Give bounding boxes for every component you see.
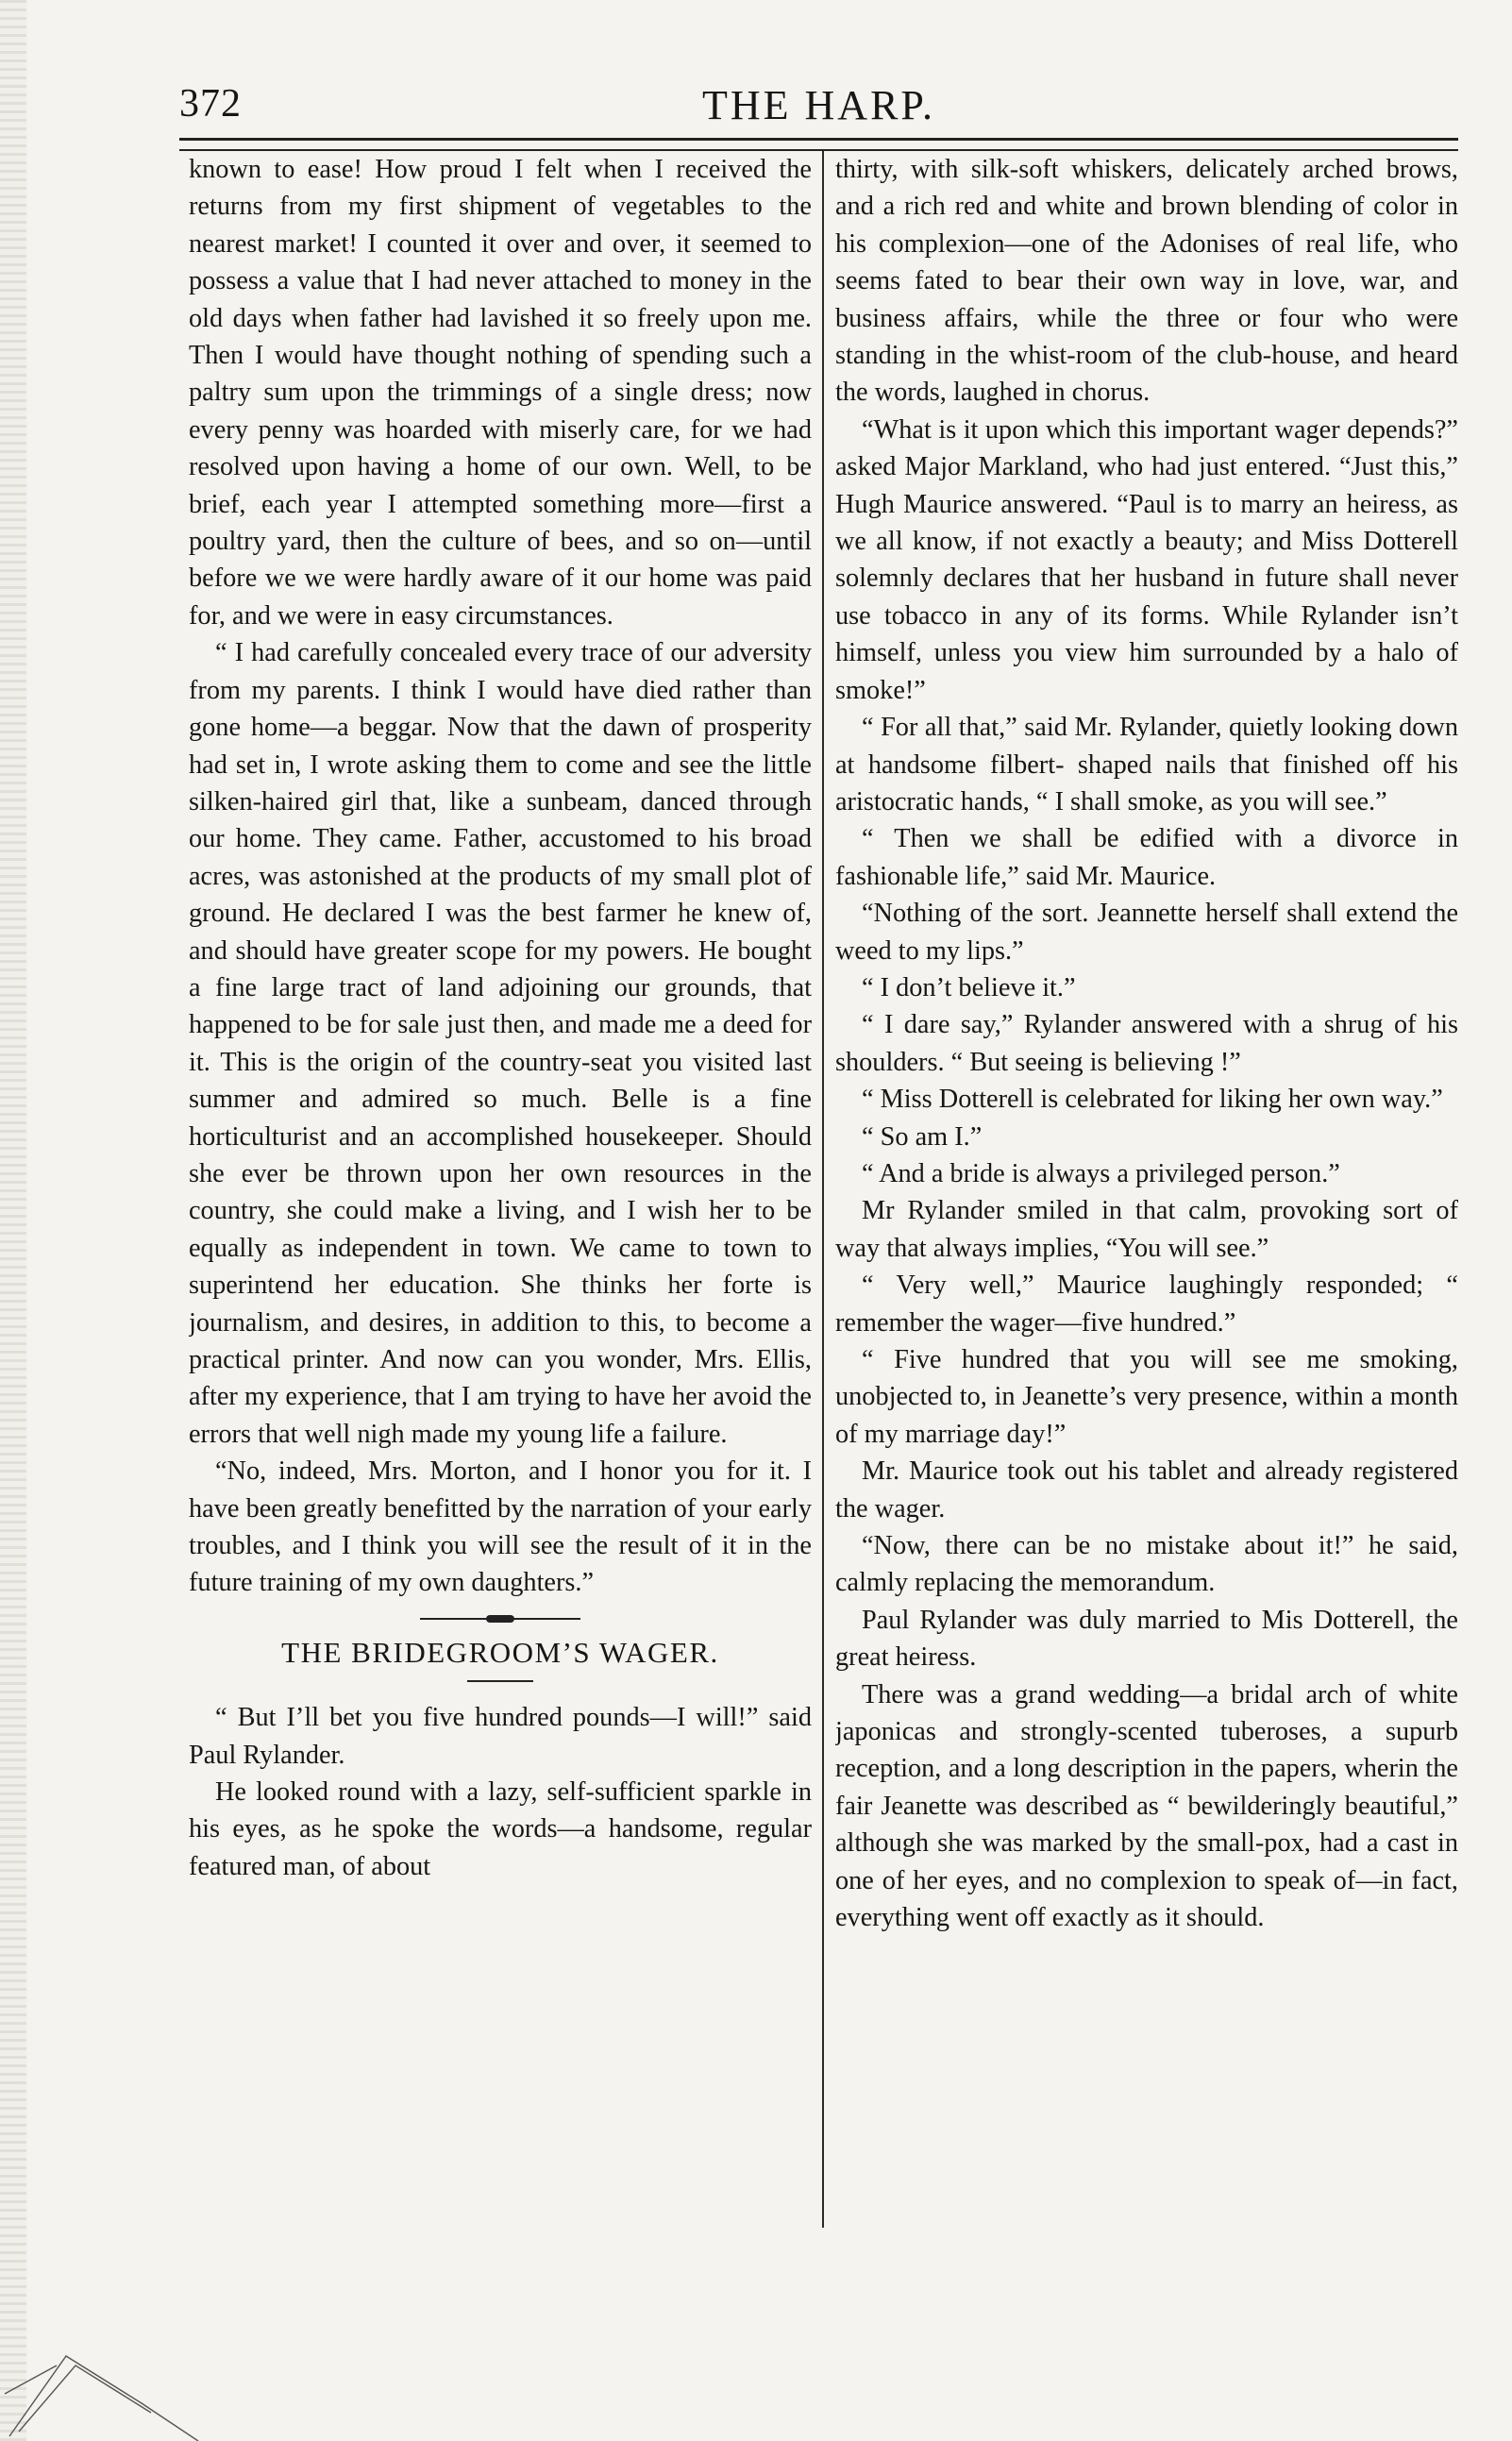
paragraph: Mr Rylander smiled in that calm, provoking sort of way that always implies, “You will see.”: [835, 1196, 1458, 1263]
section-title: THE BRIDEGROOM’S WAGER.: [281, 1635, 719, 1669]
left-column: [189, 151, 812, 2242]
page-binding-edge: [0, 0, 26, 2441]
paragraph: “ And a bride is always a privileged person.”: [862, 1158, 1340, 1188]
paragraph: “ But I’ll bet you five hundred pounds—I will!” said Paul Rylander.: [189, 1703, 812, 1770]
paragraph: “ I don’t believe it.”: [862, 972, 1076, 1002]
paragraph: “ For all that,” said Mr. Rylander, quietly looking down at handsome filbert- shaped nails that finished off his aristocratic hands, “ I shall smoke, as you will see.”: [835, 713, 1458, 816]
paragraph: Paul Rylander was duly married to Mis Dotterell, the great heiress.: [835, 1605, 1458, 1673]
paragraph: There was a grand wedding—a bridal arch of white japonicas and strongly-scented tuberoses, a supurb reception, and a long description in the papers, wherin the fair Jeanette was described as “ bewilderingly beautiful,” although she was marked by the small-pox, had a cast in one of her eyes, and no complexion to speak of—in fact, everything went off exactly as it should.: [835, 1679, 1458, 1933]
paragraph: Mr. Maurice took out his tablet and already registered the wager.: [835, 1456, 1458, 1524]
paragraph: “ Then we shall be edified with a divorce in fashionable life,” said Mr. Maurice.: [835, 824, 1458, 891]
paragraph: “What is it upon which this important wager depends?” asked Major Markland, who had just entered. “Just this,” Hugh Maurice answered. “Paul is to marry an heiress, as we all know, if not exactly a beauty; and Miss Dotterell solemnly declares that her husband in future shall never use tobacco in any of its forms. While Rylander isn’t himself, unless you view him surrounded by a halo of smoke!”: [835, 414, 1458, 705]
paragraph: “ Very well,” Maurice laughingly responded; “ remember the wager—five hundred.”: [835, 1271, 1458, 1338]
paragraph: “ I dare say,” Rylander answered with a shrug of his shoulders. “ But seeing is believing !”: [835, 1010, 1458, 1077]
paragraph: thirty, with silk-soft whiskers, delicately arched brows, and a rich red and white and brown blending of color in his complexion—one of the Adonises of real life, who seems fated to bear their own way in love, war, and business affairs, while the three or four who were standing in the whist-room of the club-house, and heard the words, laughed in chorus.: [835, 155, 1458, 408]
paragraph: “ Five hundred that you will see me smoking, unobjected to, in Jeanette’s very presence, within a month of my marriage day!”: [835, 1345, 1458, 1449]
page-number: 372: [179, 82, 242, 126]
page-header: [179, 81, 1458, 138]
corner-sketch-marks: [0, 2252, 245, 2441]
short-rule: [467, 1680, 533, 1682]
header-double-rule: [179, 138, 1458, 151]
paragraph: “Now, there can be no mistake about it!” he said, calmly replacing the memorandum.: [835, 1531, 1458, 1598]
paragraph: “ Miss Dotterell is celebrated for liking her own way.”: [862, 1085, 1443, 1115]
paragraph: “No, indeed, Mrs. Morton, and I honor you for it. I have been greatly benefitted by the narration of your early troubles, and I think you will see the result of it in the future training of my own daughters.”: [189, 1456, 812, 1598]
section-ornament-divider: [420, 1615, 580, 1623]
paragraph: “ So am I.”: [862, 1121, 983, 1152]
paragraph: known to ease! How proud I felt when I received the returns from my first shipment of vegetables to the nearest market! I counted it over and over, it seemed to possess a value that I had never attached to money in the old days when father had lavished it so freely upon me. Then I would have thought nothing of spending such a paltry sum upon the trimmings of a single dress; now every penny was hoarded with miserly care, for we had resolved upon having a home of our own. Well, to be brief, each year I attempted something more—first a poultry yard, then the culture of bees, and so on—until before we we were hardly aware of it our home was paid for, and we were in easy circumstances.: [189, 155, 812, 631]
paragraph: “ I had carefully concealed every trace of our adversity from my parents. I think I would have died rather than gone home—a beggar. Now that the dawn of prosperity had set in, I wrote asking them to come and see the little silken-haired girl that, like a sunbeam, danced through our home. They came. Father, accustomed to his broad acres, was astonished at the products of my small plot of ground. He declared I was the best farmer he knew of, and should have greater scope for my powers. He bought a fine large tract of land adjoining our grounds, that happened to be for sale just then, and made me a deed for it. This is the origin of the country-seat you visited last summer and admired so much. Belle is a fine horticulturist and an accomplished housekeeper. Should she ever be thrown upon her own resources in the country, she could make a living, and I wish her to be equally as independent in town. We came to town to superintend her education. She thinks her forte is journalism, and desires, in addition to this, to become a practical printer. And now can you wonder, Mrs. Ellis, after my experience, that I am trying to have her avoid the errors that well nigh made my young life a failure.: [189, 638, 812, 1449]
column-divider: [822, 151, 824, 2228]
paragraph: “Nothing of the sort. Jeannette herself shall extend the weed to my lips.”: [835, 899, 1458, 966]
right-column: [835, 151, 1458, 2242]
running-title: THE HARP.: [701, 82, 936, 128]
paragraph: He looked round with a lazy, self-sufficient sparkle in his eyes, as he spoke the words—a handsome, regular featured man, of about: [189, 1777, 812, 1881]
